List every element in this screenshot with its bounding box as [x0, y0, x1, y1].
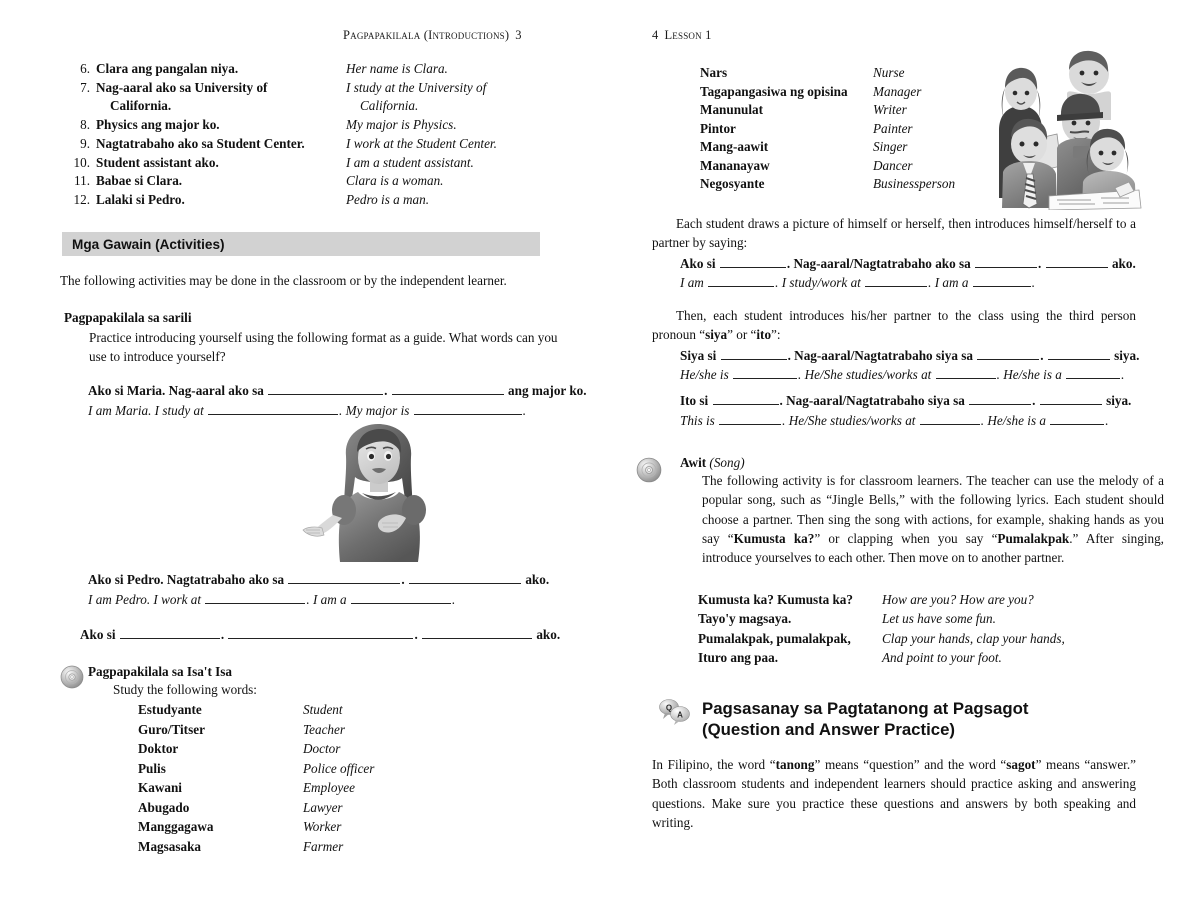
frame-text: ako.: [1111, 255, 1136, 271]
list-item: [60, 154, 598, 173]
practice-frame-maria: [88, 381, 587, 420]
occupation-english: Dancer: [873, 157, 913, 173]
fill-in-blank[interactable]: [422, 626, 532, 639]
activity-instruction: Study the following words:: [113, 682, 257, 697]
fill-in-blank[interactable]: [228, 626, 413, 639]
list-item: [60, 60, 598, 79]
list-item-number: 8.: [80, 117, 90, 133]
list-item-number: 9.: [80, 135, 90, 151]
left-page-column: [60, 0, 598, 901]
fill-in-blank[interactable]: [1048, 346, 1110, 359]
right-page-number: 4: [652, 28, 659, 42]
draws-picture-block: [652, 214, 1136, 293]
draws-picture-paragraph: Each student draws a picture of himself or herself, then introduces himself/herself to a partner by saying:: [652, 216, 1136, 251]
awit-title-tagalog: Awit: [680, 455, 707, 470]
vocabulary-list: [138, 700, 588, 856]
occupation-row: [700, 175, 1040, 194]
fill-in-blank[interactable]: [969, 392, 1031, 405]
list-item-tagalog: Student assistant ako.: [96, 154, 219, 170]
occupation-english: Painter: [873, 120, 913, 136]
fill-in-blank[interactable]: [1046, 254, 1108, 267]
vocabulary-tagalog: Pulis: [138, 760, 166, 776]
fill-in-blank[interactable]: [120, 626, 220, 639]
frame-line-english: [88, 401, 587, 421]
frame-text: ang major ko.: [508, 383, 587, 398]
occupation-english: Singer: [873, 139, 908, 154]
fill-in-blank[interactable]: [414, 401, 522, 414]
fill-in-blank[interactable]: [288, 571, 400, 584]
lyric-tagalog: Ituro ang paa.: [698, 649, 779, 665]
fill-in-blank[interactable]: [1050, 411, 1104, 424]
occupation-row: [700, 138, 1040, 157]
lyric-row: [698, 648, 1138, 667]
frame-text: .: [1032, 393, 1036, 408]
frame-text: . He/she is a: [996, 367, 1062, 383]
list-item: [60, 135, 598, 154]
frame-text: I am Maria. I study at: [88, 402, 204, 418]
frame-line-tagalog: [88, 381, 587, 401]
frame-line-english: [680, 365, 1136, 385]
frame-text: .: [1105, 412, 1109, 428]
right-running-head-title: Lesson 1: [664, 28, 712, 42]
list-item: [60, 172, 598, 191]
activity-pagpapakilala-sa-sarili: [64, 310, 564, 366]
frame-text: .: [414, 627, 418, 642]
list-item-tagalog: Physics ang major ko.: [96, 117, 220, 133]
vocabulary-english: Student: [303, 702, 343, 717]
fill-in-blank[interactable]: [975, 254, 1037, 267]
activity-title: Pagpapakilala sa Isa't Isa: [88, 664, 233, 679]
ito-frame-block: [680, 391, 1131, 430]
lyric-row: [698, 590, 1138, 609]
list-item-tagalog: Lalaki si Pedro.: [96, 191, 185, 207]
occupation-tagalog: Manunulat: [700, 102, 764, 117]
cd-icon-svg: [60, 665, 84, 689]
frame-text: . Nag-aaral/Nagtatrabaho siya sa: [779, 393, 965, 408]
cd-icon: [636, 457, 662, 488]
awit-title-english: (Song): [709, 455, 745, 470]
vocabulary-row: [138, 720, 588, 740]
list-item-english: I study at the University of: [346, 79, 487, 95]
frame-text: . My major is: [339, 402, 410, 418]
activity-title: Pagpapakilala sa sarili: [64, 310, 192, 325]
song-lyrics-table: [698, 590, 1138, 667]
vocabulary-tagalog: Magsasaka: [138, 838, 202, 854]
vocabulary-row: [138, 817, 588, 837]
fill-in-blank[interactable]: [713, 392, 779, 405]
frame-text: This is: [680, 412, 715, 428]
fill-in-blank[interactable]: [351, 590, 451, 603]
occupation-english: Writer: [873, 102, 907, 117]
awit-paragraph: [702, 471, 1164, 567]
occupation-tagalog: Negosyante: [700, 176, 765, 191]
keyword-siya: siya: [705, 327, 728, 343]
list-item-english: I am a student assistant.: [346, 154, 474, 170]
list-item: [60, 79, 598, 98]
occupations-list: [700, 64, 1040, 194]
frame-text: .: [1031, 275, 1036, 291]
list-item-number: 7.: [80, 79, 90, 95]
occupation-row: [700, 64, 1040, 83]
keyword-ito: ito: [756, 327, 772, 343]
frame-line-tagalog: [680, 254, 1136, 274]
lyric-english: Let us have some fun.: [882, 611, 996, 627]
vocabulary-english: Worker: [303, 819, 342, 834]
occupation-english: Nurse: [873, 65, 905, 80]
frame-text: I am: [680, 275, 704, 291]
para-text: Then, each student introduces his/her partner to the class using the third person pronoun “: [652, 308, 1136, 343]
keyword-sagot: sagot: [1006, 757, 1036, 772]
keyword-pumalakpak: Pumalakpak: [997, 530, 1070, 546]
practice-frame-pedro: [88, 570, 549, 609]
frame-text: Ako si: [680, 255, 716, 271]
left-running-head: [343, 28, 528, 44]
vocabulary-tagalog: Abugado: [138, 799, 190, 815]
occupation-english: Manager: [873, 83, 922, 99]
list-item-continuation: [60, 97, 598, 116]
fill-in-blank[interactable]: [977, 346, 1039, 359]
list-item-number: 11.: [74, 173, 90, 189]
qa-section-heading: [665, 698, 1142, 740]
woman-introducing-illustration: [300, 420, 460, 565]
fill-in-blank[interactable]: [733, 366, 797, 379]
frame-line-tagalog: [80, 625, 560, 645]
fill-in-blank[interactable]: [920, 411, 980, 424]
vocabulary-row: [138, 837, 588, 857]
list-item: [60, 191, 598, 210]
activity-description: Practice introducing yourself using the following format as a guide. What words can you use to introduce yourself?: [89, 330, 558, 364]
fill-in-blank[interactable]: [409, 571, 521, 584]
vocabulary-row: [138, 700, 588, 720]
qa-title-line2: (Question and Answer Practice): [702, 720, 956, 739]
para-text: ” means “answer.” Both classroom students and independent learners should practice asking and answering questions. Make sure you practice these questions and answers by both speaking and writing.: [652, 757, 1136, 830]
frame-text: .: [451, 591, 456, 607]
fill-in-blank[interactable]: [205, 590, 305, 603]
frame-text: ako.: [525, 572, 550, 587]
left-running-head-title: Pagpapakilala (Introductions): [343, 28, 510, 42]
frame-text: Ito si: [680, 393, 709, 408]
frame-text: siya.: [1106, 393, 1132, 408]
frame-text: ako.: [536, 627, 561, 642]
fill-in-blank[interactable]: [973, 274, 1031, 287]
qa-section-paragraph: [652, 755, 1136, 832]
list-item-tagalog: Nagtatrabaho ako sa Student Center.: [96, 135, 305, 151]
keyword-tanong: tanong: [775, 757, 815, 772]
lyric-english: Clap your hands, clap your hands,: [882, 630, 1065, 646]
vocabulary-tagalog: Manggagawa: [138, 819, 214, 834]
frame-text: .: [1121, 367, 1125, 383]
frame-line-tagalog: [680, 391, 1131, 411]
frame-line-tagalog: [88, 570, 549, 590]
para-text: ” or “: [727, 327, 757, 343]
numbered-sentence-list: [60, 60, 598, 210]
fill-in-blank[interactable]: [1040, 392, 1102, 405]
frame-line-english: [88, 590, 549, 610]
occupation-tagalog: Tagapangasiwa ng opisina: [700, 83, 848, 99]
vocabulary-row: [138, 739, 588, 759]
vocabulary-english: Police officer: [303, 760, 375, 776]
fill-in-blank[interactable]: [865, 274, 927, 287]
frame-text: .: [522, 402, 526, 418]
vocabulary-tagalog: Estudyante: [138, 702, 202, 717]
qa-title-line1: Pagsasanay sa Pagtatanong at Pagsagot: [702, 699, 1029, 718]
para-text: .” After singing, introduce yourselves to each other. Then move on to another partner.: [702, 530, 1164, 566]
vocabulary-english: Employee: [303, 780, 355, 795]
fill-in-blank[interactable]: [720, 254, 786, 267]
frame-text: . He/she is a: [980, 412, 1046, 428]
fill-in-blank[interactable]: [936, 366, 996, 379]
occupation-tagalog: Nars: [700, 65, 728, 80]
frame-text: . I study/work at: [775, 275, 861, 291]
frame-text: . I am a: [306, 591, 347, 607]
vocabulary-english: Teacher: [303, 721, 346, 737]
svg-text:A: A: [677, 710, 683, 720]
list-item: [60, 116, 598, 135]
qa-icon-svg: [658, 698, 692, 726]
cd-icon: [60, 665, 84, 694]
qa-section-title: [702, 698, 1142, 740]
list-item-english: Clara is a woman.: [346, 173, 444, 189]
occupation-tagalog: Pintor: [700, 120, 736, 136]
vocabulary-row: [138, 778, 588, 798]
svg-text:Q: Q: [665, 703, 673, 713]
para-text: The following activity is for classroom learners. The teacher can use the melody of a popular song, such as “Jingle Bells,” with the following lyrics. Each student should choose a partner. Then sing the song with actions, for example, shaking hands as you say “: [702, 473, 1164, 546]
vocabulary-english: Doctor: [303, 741, 341, 756]
qa-speech-bubbles-icon: [658, 698, 692, 731]
frame-text: .: [384, 383, 388, 398]
group-of-professionals-illustration: [997, 48, 1142, 210]
vocabulary-tagalog: Kawani: [138, 780, 182, 795]
frame-text: I am Pedro. I work at: [88, 591, 202, 607]
left-page-number: 3: [515, 28, 522, 42]
frame-text: Ako si Pedro. Nagtatrabaho ako sa: [88, 572, 285, 587]
fill-in-blank[interactable]: [1066, 366, 1120, 379]
frame-line-tagalog: [680, 346, 1140, 366]
vocabulary-tagalog: Guro/Titser: [138, 721, 205, 737]
lyric-tagalog: Pumalakpak, pumalakpak,: [698, 630, 851, 646]
vocabulary-english: Lawyer: [303, 799, 343, 815]
list-item-english-cont: California.: [360, 98, 419, 114]
list-item-number: 12.: [73, 191, 90, 207]
list-item-english: I work at the Student Center.: [346, 135, 497, 151]
group-illustration-svg: [997, 48, 1142, 210]
list-item-tagalog: Nag-aaral ako sa University of: [96, 79, 268, 95]
lyric-row: [698, 609, 1138, 628]
fill-in-blank[interactable]: [208, 401, 338, 414]
frame-text: .: [1038, 255, 1042, 271]
frame-text: . Nag-aaral/Nagtatrabaho ako sa: [786, 255, 971, 271]
para-text: In Filipino, the word “: [652, 757, 776, 772]
occupation-row: [700, 101, 1040, 120]
frame-text: Ako si Maria. Nag-aaral ako sa: [88, 383, 264, 398]
vocabulary-tagalog: Doktor: [138, 741, 179, 756]
frame-text: siya.: [1114, 347, 1140, 363]
frame-text: . I am a: [928, 275, 969, 291]
fill-in-blank[interactable]: [708, 274, 774, 287]
activity-pagpapakilala-sa-isat-isa: [88, 664, 588, 856]
list-item-english: Her name is Clara.: [346, 61, 448, 76]
frame-line-english: [680, 411, 1131, 431]
lyric-tagalog: Tayo'y magsaya.: [698, 611, 792, 627]
frame-text: .: [1040, 347, 1044, 363]
awit-song-section: [680, 455, 1164, 567]
vocabulary-row: [138, 798, 588, 818]
frame-text: . Nag-aaral/Nagtatrabaho siya sa: [787, 347, 973, 363]
frame-text: Siya si: [680, 347, 717, 363]
activities-banner-label: Mga Gawain (Activities): [72, 236, 225, 252]
list-item-number: 6.: [80, 61, 90, 76]
frame-text: Ako si: [80, 627, 116, 642]
occupation-english: Businessperson: [873, 176, 956, 191]
woman-illustration-svg: [300, 420, 460, 565]
list-item-number: 10.: [73, 154, 90, 170]
right-running-head: [652, 28, 712, 44]
frame-text: . He/She studies/works at: [798, 367, 932, 383]
para-text: ” or clapping when you say “: [814, 530, 998, 546]
frame-text: He/she is: [680, 367, 729, 383]
awit-title: [680, 455, 1164, 471]
vocabulary-row: [138, 759, 588, 779]
practice-frame-blank: [80, 625, 560, 645]
activities-section-banner: [62, 232, 540, 256]
occupation-tagalog: Mananayaw: [700, 157, 770, 173]
list-item-tagalog-cont: California.: [110, 98, 172, 114]
list-item-english: Pedro is a man.: [346, 191, 430, 207]
frame-text: .: [401, 572, 405, 587]
frame-text: .: [220, 627, 225, 642]
lyric-english: And point to your foot.: [882, 649, 1002, 665]
para-text: ”:: [771, 327, 781, 343]
lyric-tagalog: Kumusta ka? Kumusta ka?: [698, 592, 853, 607]
occupation-row: [700, 83, 1040, 102]
third-person-block: [652, 306, 1140, 385]
third-person-paragraph: [652, 306, 1136, 345]
lyric-english: How are you? How are you?: [882, 592, 1034, 607]
fill-in-blank[interactable]: [268, 382, 383, 395]
right-page-column: [652, 0, 1190, 901]
occupation-row: [700, 157, 1040, 176]
vocabulary-english: Farmer: [303, 838, 344, 854]
fill-in-blank[interactable]: [719, 411, 781, 424]
lyric-row: [698, 629, 1138, 648]
frame-text: . He/She studies/works at: [782, 412, 916, 428]
para-text: ” means “question” and the word “: [814, 757, 1007, 772]
fill-in-blank[interactable]: [392, 382, 504, 395]
list-item-english: My major is Physics.: [346, 117, 457, 133]
keyword-kumusta-ka: Kumusta ka?: [733, 530, 815, 546]
list-item-tagalog: Babae si Clara.: [96, 173, 183, 189]
fill-in-blank[interactable]: [721, 346, 787, 359]
activities-intro-text: The following activities may be done in the classroom or by the independent learner.: [60, 273, 507, 288]
frame-line-english: [680, 273, 1136, 293]
occupation-row: [700, 120, 1040, 139]
list-item-tagalog: Clara ang pangalan niya.: [96, 61, 239, 76]
cd-icon-svg: [636, 457, 662, 483]
occupation-tagalog: Mang-aawit: [700, 139, 769, 154]
